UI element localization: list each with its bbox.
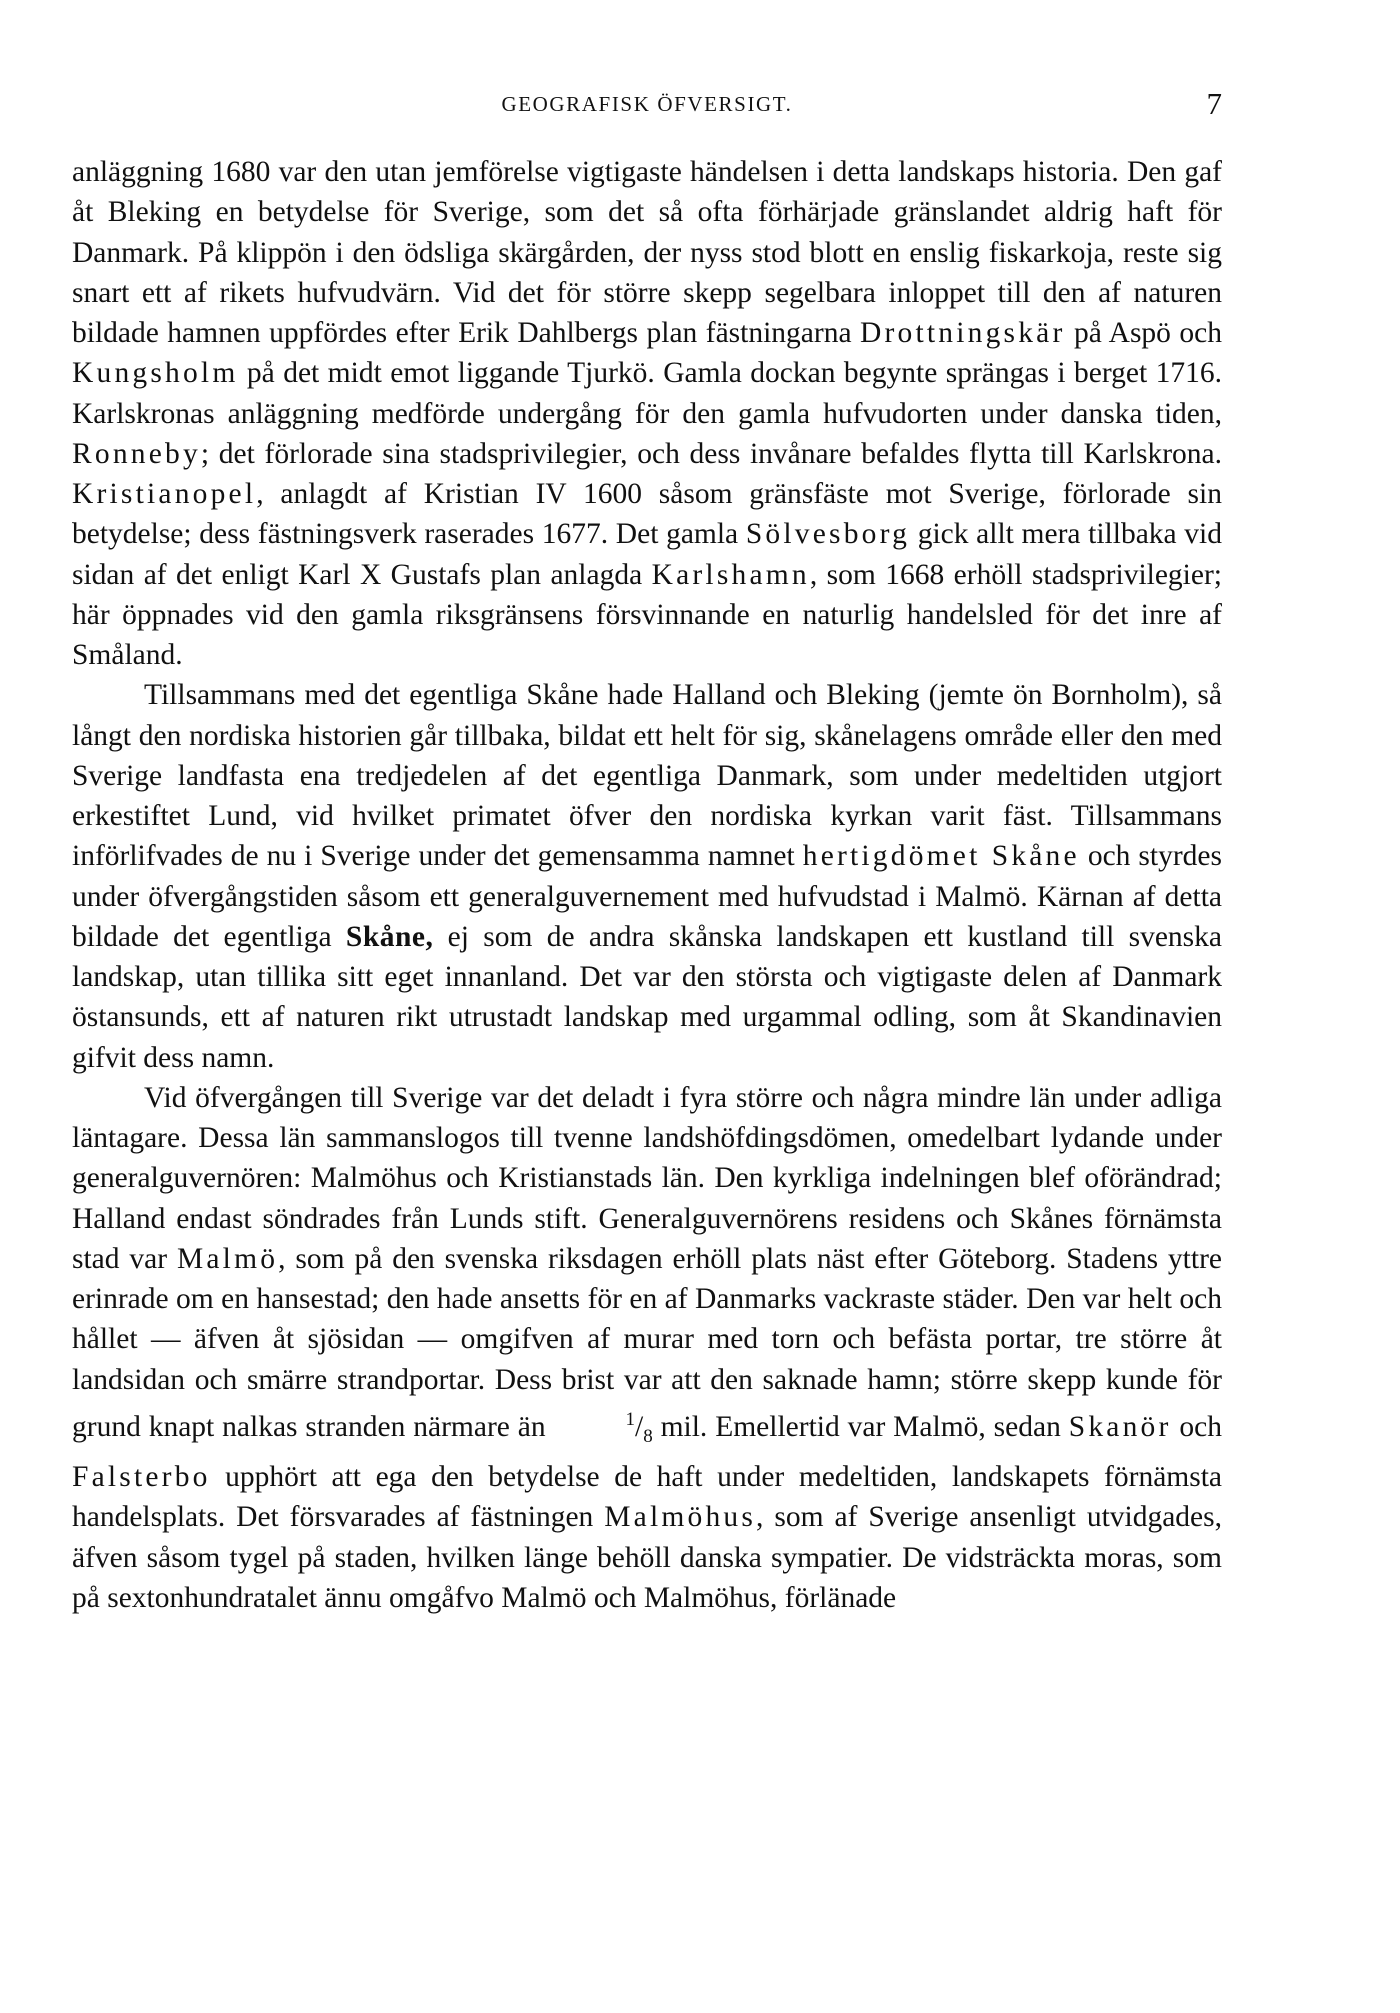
text-run: upphört att ega den betydelse de haft under medeltiden, landskapets förnämsta handelsplats. Det försvarades af fästningen bbox=[72, 1461, 1222, 1534]
text-run: ej som de andra skånska landskapen ett kustland till svenska landskap, utan tillika sitt eget innanland. Det var den största och vigtigaste delen af Danmark östansunds, ett af naturen rikt utrustadt landskap med urgammal odling, som åt Skandinavien gifvit dess namn. bbox=[72, 920, 1222, 1074]
text-run: och bbox=[1171, 1410, 1222, 1443]
text-run: och styrdes under öfvergångstiden såsom ett generalguvernement med hufvudstad i Malmö. Kärnan af detta bildade det egentliga bbox=[72, 840, 1223, 953]
place-name-karlshamn: Karlshamn bbox=[651, 558, 810, 591]
text-run: på Aspö och bbox=[1065, 317, 1222, 349]
place-name-falsterbo: Falsterbo bbox=[72, 1461, 211, 1493]
page-number: 7 bbox=[1206, 86, 1222, 121]
text-run: , som 1668 erhöll stadsprivilegier; här öppnades vid den gamla riksgränsens försvinnande en naturlig handelsled för det inre af Småland. bbox=[72, 558, 1222, 671]
place-name-malmohus: Malmöhus bbox=[604, 1501, 757, 1534]
running-title: GEOGRAFISK ÖFVERSIGT. bbox=[501, 92, 793, 116]
text-run: på det midt emot liggande Tjurkö. Gamla dockan begynte sprängas i berget 1716. Karlskronas anläggning medförde undergång för den gamla hufvudorten under danska tiden, bbox=[72, 357, 1222, 430]
place-name-ronneby: Ronneby bbox=[72, 437, 201, 470]
term-hertigdomet-skane: hertigdömet Skåne bbox=[802, 840, 1080, 873]
place-name-kungsholm: Kungsholm bbox=[72, 357, 239, 390]
text-run: mil. Emellertid var Malmö, sedan bbox=[652, 1410, 1069, 1443]
running-head bbox=[72, 86, 1222, 132]
text-run: , som på den svenska riksdagen erhöll plats näst efter Göteborg. Stadens yttre erinrade om en hansestad; den hade ansetts för en af Danmarks vackraste städer. Den var helt och hållet — äfven åt sjösidan — omgifven af murar med torn och befästa portar, tre större åt landsidan och smärre strandportar. Dess brist var att den saknade hamn; större skepp kunde för grund knapt nalkas stranden närmare än bbox=[72, 1242, 1222, 1443]
text-run: ; det förlorade sina stadsprivilegier, och dess invånare befaldes flytta till Karlskrona. bbox=[200, 437, 1222, 470]
text-run: Tillsammans med det egentliga Skåne hade Halland och Bleking (jemte ön Bornholm), så långt den nordiska historien går tillbaka, bildat ett helt för sig, skånelagens område eller den med Sverige landfasta ena tredjedelen af det egentliga Danmark, som under medeltiden utgjort erkestiftet Lund, vid hvilket primatet öfver den nordiska kyrkan varit fäst. Tillsammans införlifvades de nu i Sverige under det gemensamma namnet bbox=[72, 679, 1222, 873]
body-text bbox=[72, 152, 1222, 1618]
paragraph-2 bbox=[72, 675, 1222, 1078]
term-skane-bold: Skåne, bbox=[345, 920, 434, 953]
text-run: , anlagdt af Kristian IV 1600 såsom gränsfäste mot Sverige, förlorade sin betydelse; dess fästningsverk raserades 1677. Det gamla bbox=[72, 478, 1222, 551]
paragraph-3 bbox=[72, 1078, 1222, 1618]
book-page bbox=[72, 86, 1223, 1618]
place-name-malmo: Malmö bbox=[176, 1242, 279, 1275]
place-name-kristianopel: Kristianopel bbox=[72, 478, 257, 510]
fraction-one-eighth: $^1/_8$ bbox=[625, 1408, 653, 1447]
text-run: Vid öfvergången till Sverige var det deladt i fyra större och några mindre län under adliga läntagare. Dessa län sammanslogos till tvenne landshöfdingsdömen, omedelbart lydande under generalguvernören: Malmöhus och Kristianstads län. Den kyrkliga indelningen blef oförändrad; Halland endast söndrades från Lunds stift. Generalguvernörens residens och Skånes förnämsta stad var bbox=[72, 1081, 1222, 1275]
paragraph-1 bbox=[72, 152, 1222, 675]
text-run: anläggning 1680 var den utan jemförelse vigtigaste händelsen i detta landskaps historia. Den gaf åt Bleking en betydelse för Sverige, som det så ofta förhärjade gränslandet aldrig haft för Danmark. På klippön i den ödsliga skärgården, der nyss stod blott en enslig fiskarkoja, reste sig snart ett af rikets hufvudvärn. Vid det för större skepp segelbara inloppet till den af naturen bildade hamnen uppfördes efter Erik Dahlbergs plan fästningarna bbox=[72, 156, 1222, 349]
place-name-drottningskar: Drottningskär bbox=[860, 317, 1066, 349]
place-name-skanor: Skanör bbox=[1068, 1410, 1172, 1443]
fraction-denominator: 8 bbox=[643, 1425, 653, 1447]
fraction-numerator: 1 bbox=[625, 1408, 635, 1430]
text-run: gick allt mera tillbaka vid sidan af det enligt Karl X Gustafs plan anlagda bbox=[72, 518, 1222, 591]
place-name-solvesborg: Sölvesborg bbox=[745, 518, 911, 551]
text-run: , som af Sverige ansenligt utvidgades, äfven såsom tygel på staden, hvilken länge behöll danska sympatier. De vidsträckta moras, som på sextonhundratalet ännu omgåfvo Malmö och Malmöhus, förlänade bbox=[72, 1501, 1222, 1614]
